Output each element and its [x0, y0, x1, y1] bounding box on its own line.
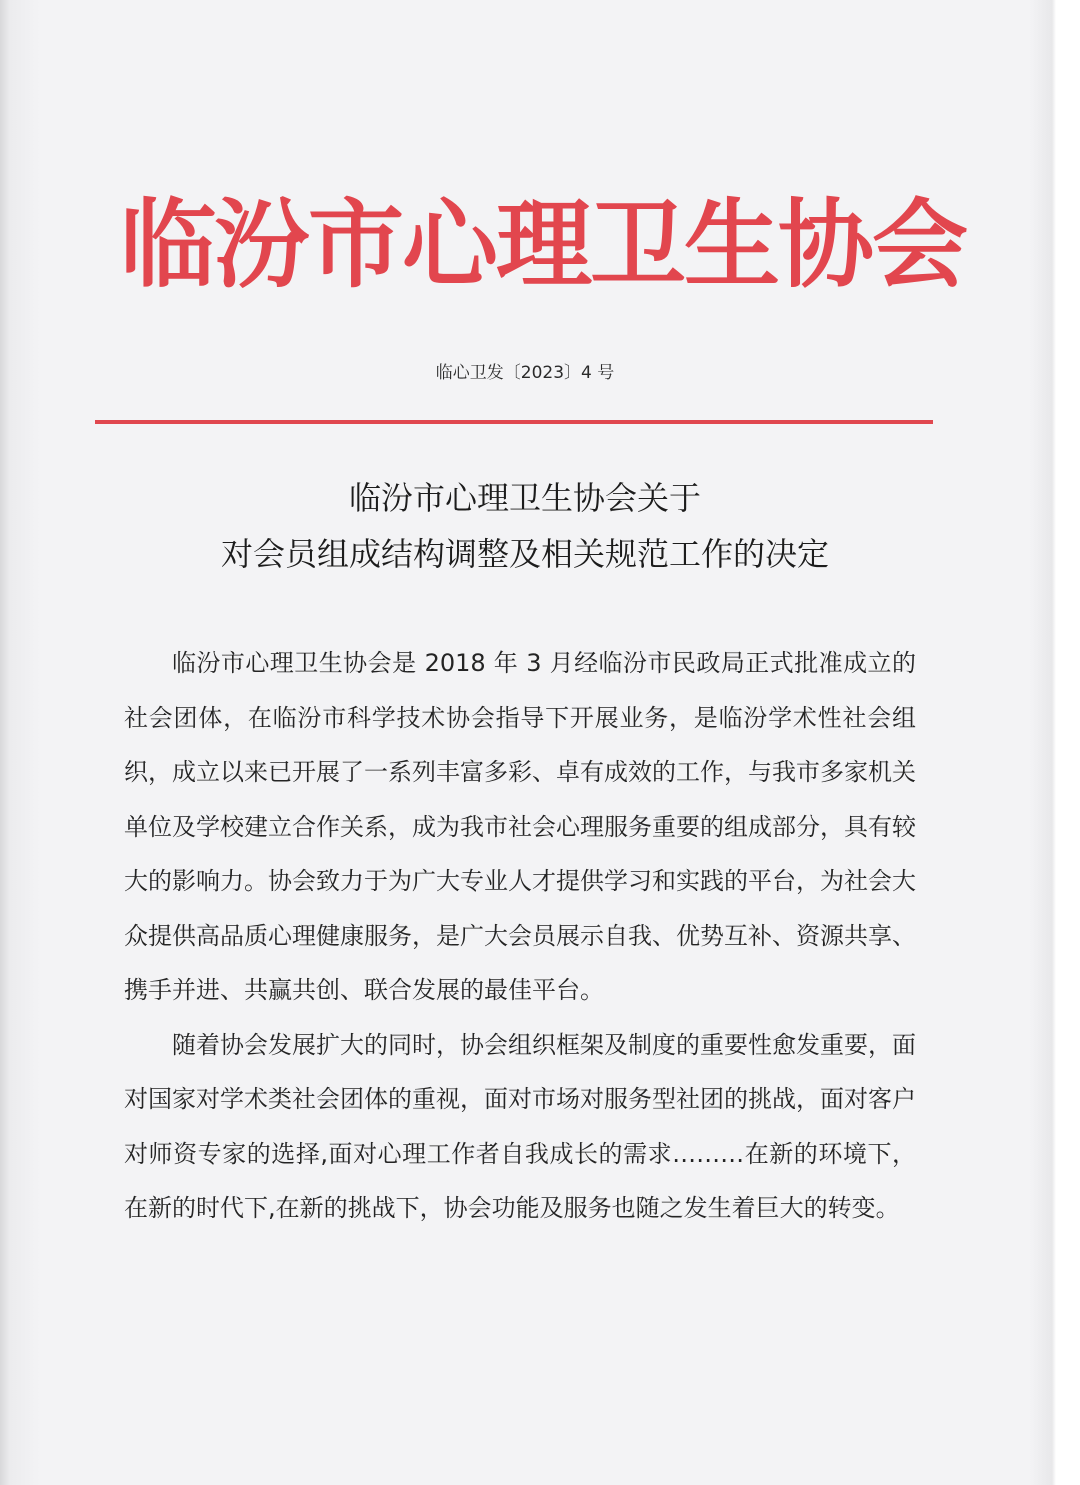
body-paragraph-1: 临汾市心理卫生协会是 2018 年 3 月经临汾市民政局正式批准成立的社会团体，在临汾市科学技术协会指导下开展业务，是临汾学术性社会组织，成立以来已开展了一系列丰富多彩、卓有成效的工作，与我市多家机关单位及学校建立合作关系，成为我市社会心理服务重要的组成部分，具有较大的影响力。协会致力于为广大专业人才提供学习和实践的平台，为社会大众提供高品质心理健康服务，是广大会员展示自我、优势互补、资源共享、携手并进、共赢共创、联合发展的最佳平台。	[124, 649, 916, 1004]
red-divider-line	[95, 420, 933, 424]
letterhead-org-name: 临汾市心理卫生协会	[120, 188, 966, 301]
document-title	[100, 470, 950, 582]
document-body	[124, 636, 916, 1236]
title-line-1: 临汾市心理卫生协会关于	[348, 479, 701, 517]
body-paragraph-2: 随着协会发展扩大的同时，协会组织框架及制度的重要性愈发重要，面对国家对学术类社会团体的重视，面对市场对服务型社团的挑战，面对客户对师资专家的选择,面对心理工作者自我成长的需求………在新的环境下，在新的时代下,在新的挑战下，协会功能及服务也随之发生着巨大的转变。	[124, 1030, 916, 1222]
document-number: 临心卫发〔2023〕4 号	[435, 363, 615, 383]
title-line-2: 对会员组成结构调整及相关规范工作的决定	[220, 535, 829, 573]
